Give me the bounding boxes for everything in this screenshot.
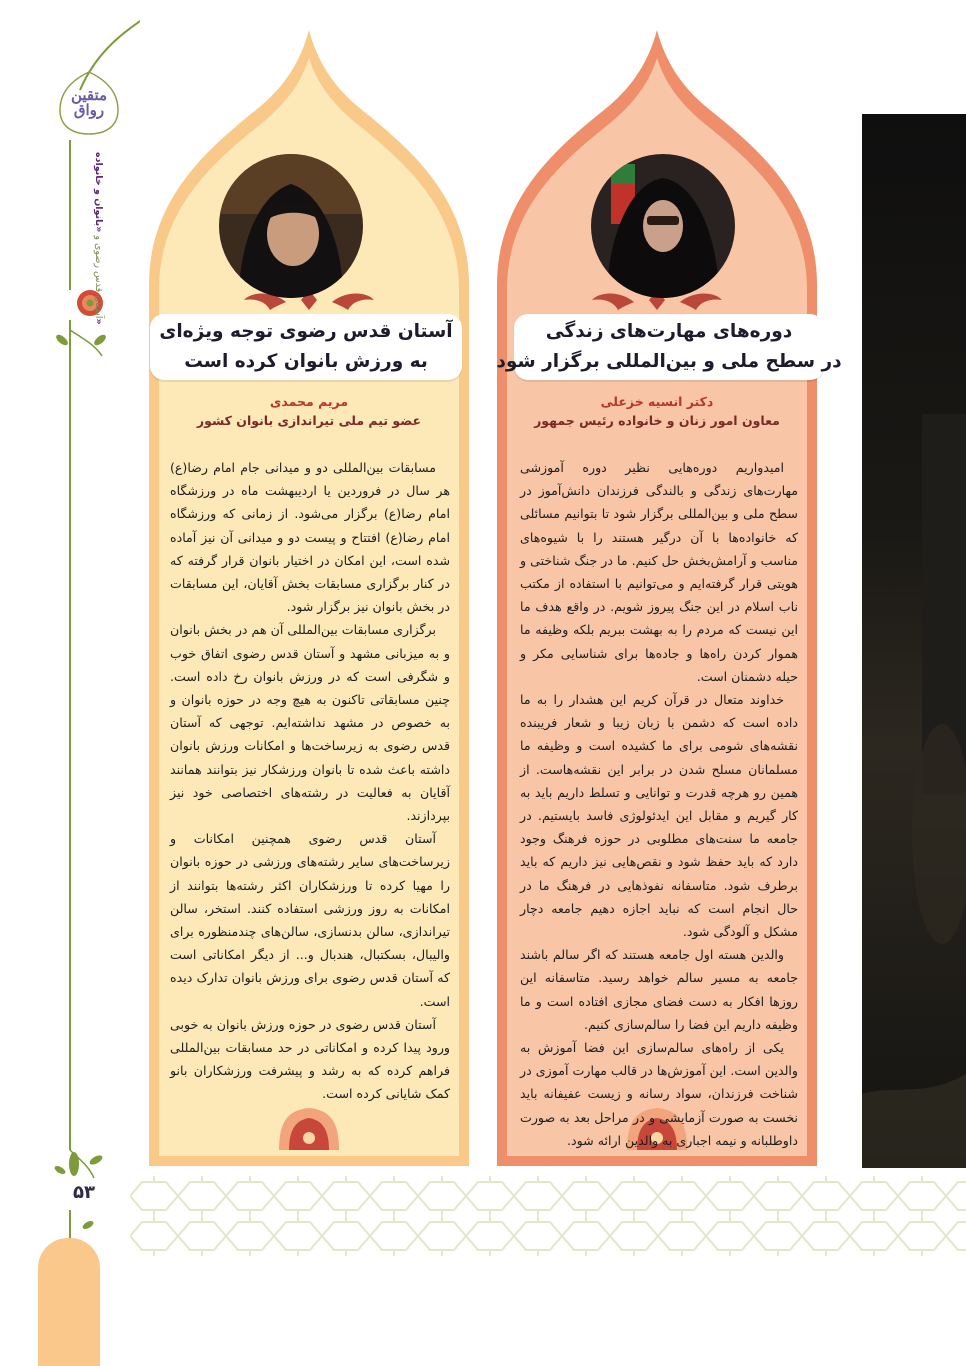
right-title-line-2: در سطح ملی و بین‌المللی برگزار شود	[496, 351, 842, 372]
right-paragraph: خداوند متعال در قرآن کریم این هشدار را به ما داده است که دشمن با زبان زیبا و شعار فریبنده نقشه‌های شومی برای ما کشیده است و وظیفه ما مسلمانان مسلح شدن در برابر این نقشه‌هاست. از همین رو هرچه قدرت و توانایی و تسلط داریم باید به کار گیریم و مقابل این ایدئولوژی فاسد بایستیم. در جامعه ما سنت‌های مطلوبی در حوزه فرهنگ وجود دارد که باید حفظ شود و نقص‌هایی نیز داریم که باید برطرف شود. متاسفانه نفوذهایی در فرهنگ ما در حال انجام است که نباید اجازه دهیم جامعه دچار مشکل و آلودگی شود.	[520, 692, 798, 940]
geometric-pattern-band	[130, 1176, 966, 1256]
left-article-title	[150, 314, 462, 380]
left-title-line-2: به ورزش بانوان کرده است	[184, 351, 428, 372]
left-author-name: مریم محمدی	[269, 394, 349, 409]
right-author-name: دکتر انسیه خزعلی	[600, 394, 714, 409]
page-number: ۵۳	[73, 1182, 95, 1203]
right-author-role: معاون امور زنان و خانواده رئیس جمهور	[534, 413, 780, 428]
side-caption-section: «بانوان و خانواده»	[93, 152, 104, 325]
left-paragraph: آستان قدس رضوی همچنین امکانات و زیرساخت‌های سایر رشته‌های ورزشی در حوزه بانوان را مهیا کرده تا ورزشکاران اکثر رشته‌ها بتوانند از امکانات به روز ورزشی استفاده کنند. استخر، سالن تیراندازی، سالن بدنسازی، سالن‌های چندمنظوره برای والیبال، بسکتبال، هندبال و... از دیگر امکاناتی است که آستان قدس رضوی برای ورزش بانوان تدارک دیده است.	[170, 831, 450, 1009]
left-paragraph: برگزاری مسابقات بین‌المللی آن هم در بخش بانوان و به میزبانی مشهد و آستان قدس رضوی اتفاق خوب و شگرفی است که در ورزش بانوان رخ داده است. چنین مسابقاتی تاکنون به هیچ وجه در حوزه بانوان و به خصوص در مشهد نداشته‌ایم. توجهی که آستان قدس رضوی به زیرساخت‌ها و امکانات ورزش بانوان داشته باعث شده تا بانوان ورزشکار نیز بتوانند همانند آقایان به فعالیت در رشته‌های اختصاصی خود نیز بپردازند.	[170, 622, 450, 824]
right-author-block	[514, 392, 800, 430]
right-article-body	[520, 456, 798, 1152]
right-article-panel	[494, 0, 842, 1168]
author-portrait-left	[219, 154, 363, 298]
magazine-logo	[58, 70, 120, 136]
right-paragraph: یکی از راه‌های سالم‌سازی این فضا آموزش به والدین است. این آموزش‌ها در قالب مهارت آموزی در شناخت فرزندان، سواد رسانه و زیست عفیفانه باید نخست به صورت آزمایشی و در مراحل بعد به صورت داوطلبانه و نیمه اجباری به والدین ارائه شود.	[520, 1040, 798, 1148]
leaf-sprig-icon	[62, 1150, 86, 1180]
side-caption-prefix: آستان قدس رضوی و	[93, 232, 104, 319]
background-photo	[862, 114, 966, 1168]
left-paragraph: مسابقات بین‌المللی دو و میدانی جام امام رضا(ع) هر سال در فروردین یا اردیبهشت ماه در ورزشگاه امام رضا(ع) برگزار می‌شود. از زمانی که ورزشگاه امام رضا(ع) افتتاح و پیست دو و میدانی آن نیز آماده شده است، این امکان در اختیار بانوان قرار گرفته که در کنار برگزاری مسابقات بخش آقایان، این مسابقات در بخش بانوان نیز برگزار شود.	[170, 460, 450, 615]
right-article-title	[496, 314, 842, 380]
right-paragraph: والدین هسته اول جامعه هستند که اگر سالم باشند جامعه به مسیر سالم خواهد رسید. متاسفانه این روزها افکار به دست فضای مجازی افتاده است و ما وظیفه داریم این فضا را سالم‌سازی کنیم.	[520, 947, 798, 1032]
left-article-panel	[146, 0, 472, 1168]
left-paragraph: آستان قدس رضوی در حوزه ورزش بانوان به خوبی ورود پیدا کرده و امکاناتی در حد مسابقات بین‌المللی فراهم کرده که به رشد و پیشرفت ورزشکاران بانو کمک شایانی کرده است.	[170, 1016, 450, 1102]
left-author-block	[166, 392, 452, 430]
left-article-body	[170, 456, 450, 1106]
page-edge-tab	[38, 1238, 100, 1366]
logo-text: متقین رواق	[70, 86, 108, 119]
left-title-line-1: آستان قدس رضوی توجه ویژه‌ای	[159, 321, 453, 342]
author-portrait-right	[591, 154, 735, 298]
right-title-line-1: دوره‌های مهارت‌های زندگی	[545, 321, 793, 342]
left-author-role: عضو تیم ملی تیراندازی بانوان کشور	[196, 413, 422, 428]
right-paragraph: امیدواریم دوره‌هایی نظیر دوره آموزشی مهارت‌های زندگی و بالندگی فرزندان دانش‌آموز در سطح ملی و بین‌المللی برگزار شود تا بتوانیم مسائلی که خانواده‌ها با آن درگیر هستند را با شیوه‌های مناسب و آرامش‌بخش حل کنیم. ما در جنگ شناختی و هویتی قرار گرفته‌ایم و می‌توانیم با استفاده از مکتب ناب اسلام در این جنگ پیروز شویم. در واقع هدف ما این نیست که مردم را به بهشت ببریم بلکه وظیفه ما هموار کردن راه‌ها و جاده‌ها برای شناسایی مکر و حیله دشمنان است.	[520, 460, 798, 684]
side-caption	[86, 152, 104, 325]
